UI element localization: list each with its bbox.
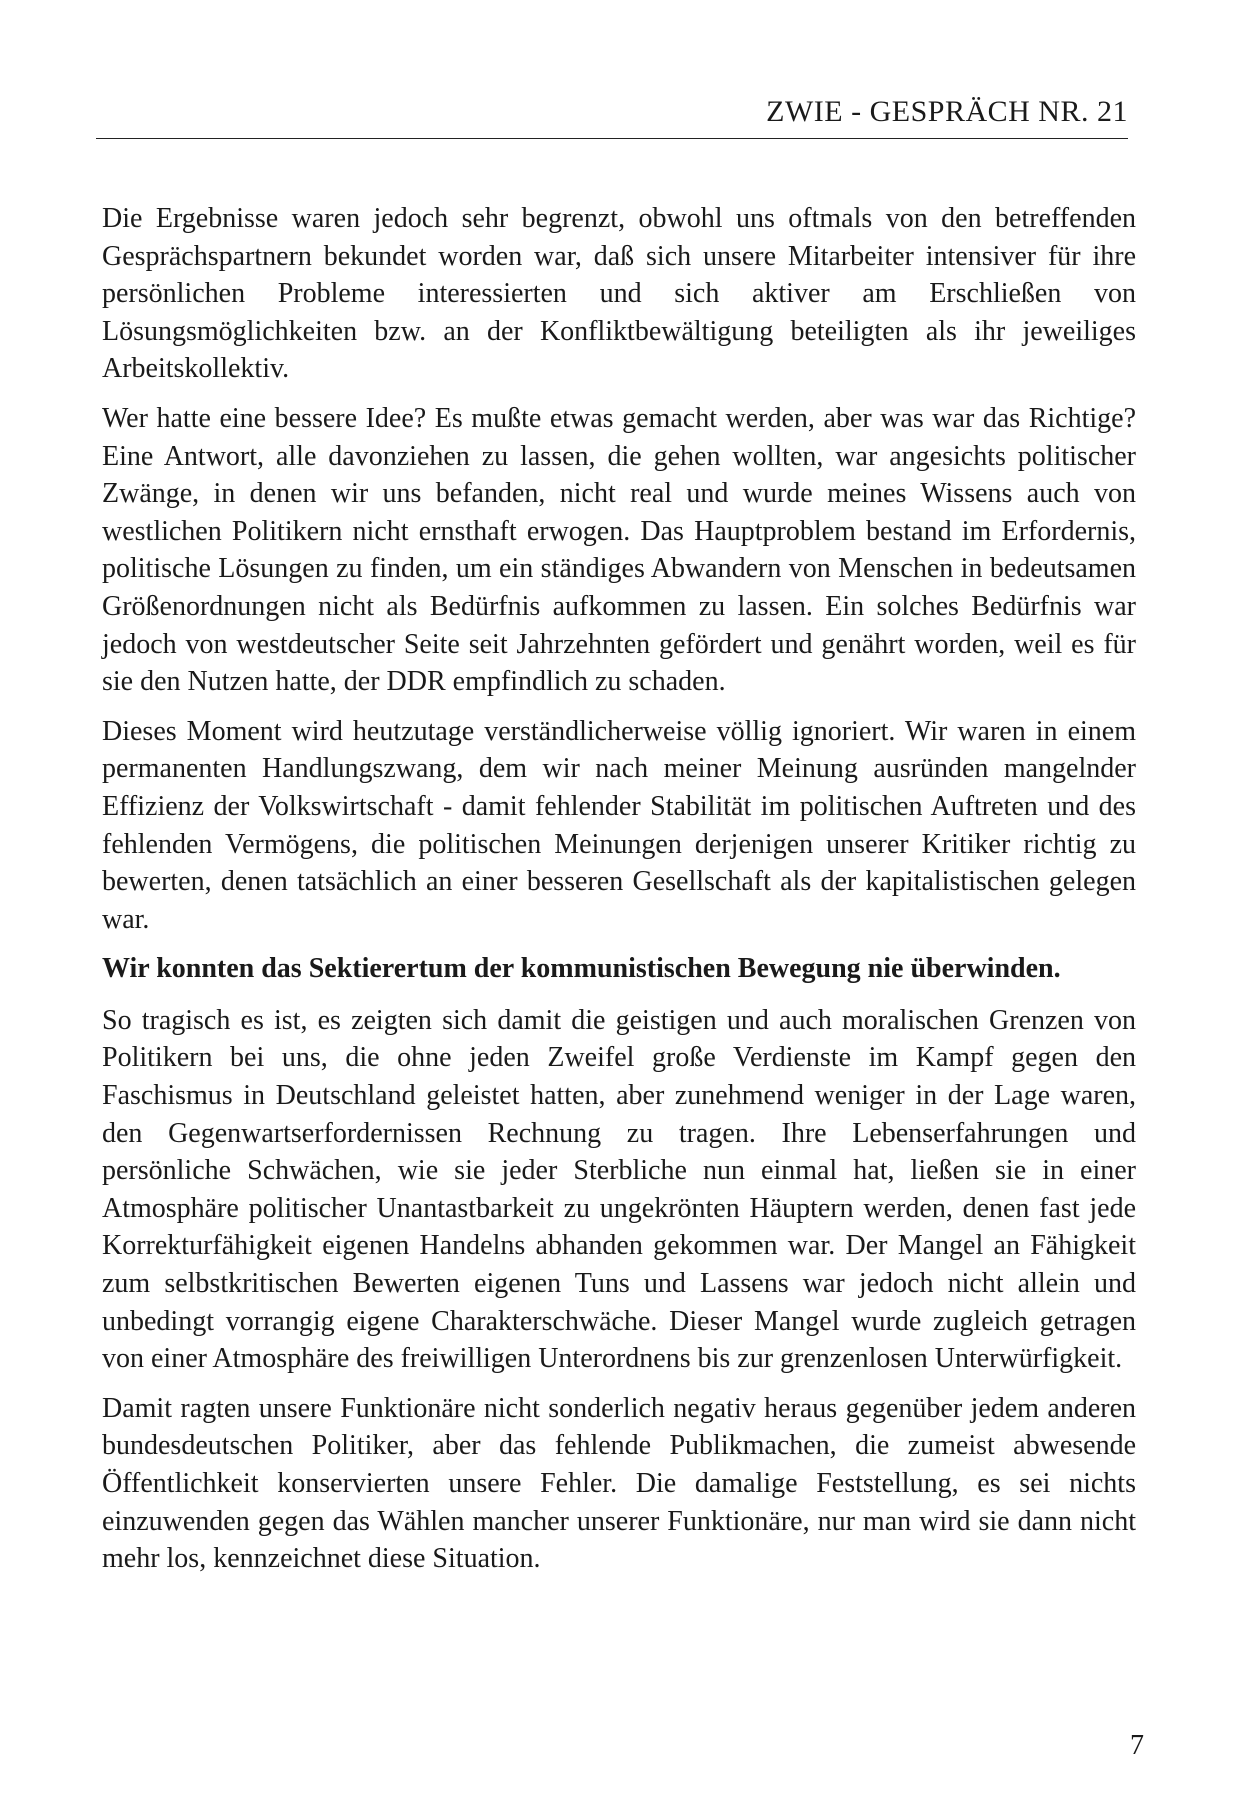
page-number: 7 <box>1130 1730 1144 1761</box>
running-header <box>96 86 1128 142</box>
paragraph-3: Dieses Moment wird heutzutage verständlicherweise völlig ignoriert. Wir waren in einem permanenten Handlungszwang, dem wir nach meiner Meinung ausründen mangelnder Effizienz der Volkswirtschaft - damit fehlender Stabilität im politischen Auftreten und des fehlenden Vermögens, die politischen Meinungen derjenigen unserer Kritiker richtig zu bewerten, denen tatsächlich an einer besseren Gesellschaft als der kapitalistischen gelegen war. <box>102 715 1136 935</box>
paragraph-4: So tragisch es ist, es zeigten sich damit die geistigen und auch moralischen Grenzen von Politikern bei uns, die ohne jeden Zweifel große Verdienste im Kampf gegen den Faschismus in Deutschland geleistet hatten, aber zunehmend weniger in der Lage waren, den Gegenwartserfordernissen Rechnung zu tragen. Ihre Lebenserfahrungen und persönliche Schwächen, wie sie jeder Sterbliche nun einmal hat, ließen sie in einer Atmosphäre politischer Unantastbarkeit zu ungekrönten Häuptern werden, denen fast jede Korrekturfähigkeit eigenen Handelns abhanden gekommen war. Der Mangel an Fähigkeit zum selbstkritischen Bewerten eigenen Tuns und Lassens war jedoch nicht allein und unbedingt vorrangig eigene Charakterschwäche. Dieser Mangel wurde zugleich getragen von einer Atmosphäre des freiwilligen Unterordnens bis zur grenzenlosen Unterwürfigkeit. <box>102 1004 1136 1375</box>
paragraph-2: Wer hatte eine bessere Idee? Es mußte etwas gemacht werden, aber was war das Richtige? Eine Antwort, alle davonziehen zu lassen, die gehen wollten, war angesichts politischer Zwänge, in denen wir uns befanden, nicht real und wurde meines Wissens auch von westlichen Politikern nicht ernsthaft erwogen. Das Hauptproblem bestand im Erfordernis, politische Lösungen zu finden, um ein ständiges Abwandern von Menschen in bedeutsamen Größenordnungen nicht als Bedürfnis aufkommen zu lassen. Ein solches Bedürfnis war jedoch von westdeutscher Seite seit Jahrzehnten gefördert und genährt worden, weil es für sie den Nutzen hatte, der DDR empfindlich zu schaden. <box>102 402 1136 698</box>
header-rule <box>96 138 1128 139</box>
header-title: ZWIE - GESPRÄCH NR. 21 <box>766 95 1128 128</box>
body-text <box>102 200 1136 1590</box>
paragraph-5: Damit ragten unsere Funktionäre nicht sonderlich negativ heraus gegenüber jedem anderen bundesdeutschen Politiker, aber das fehlende Publikmachen, die zumeist abwesende Öffentlichkeit konservierten unsere Fehler. Die damalige Feststellung, es sei nichts einzuwenden gegen das Wählen mancher unserer Funktionäre, nur man wird sie dann nicht mehr los, kennzeichnet diese Situation. <box>102 1392 1136 1575</box>
section-heading: Wir konnten das Sektierertum der kommunistischen Bewegung nie überwinden. <box>102 953 1061 985</box>
paragraph-1: Die Ergebnisse waren jedoch sehr begrenzt, obwohl uns oftmals von den betreffenden Gesprächspartnern bekundet worden war, daß sich unsere Mitarbeiter intensiver für ihre persönlichen Probleme interessierten und sich aktiver am Erschließen von Lösungsmöglichkeiten bzw. an der Konfliktbewältigung beteiligten als ihr jeweiliges Arbeitskollektiv. <box>102 203 1136 385</box>
